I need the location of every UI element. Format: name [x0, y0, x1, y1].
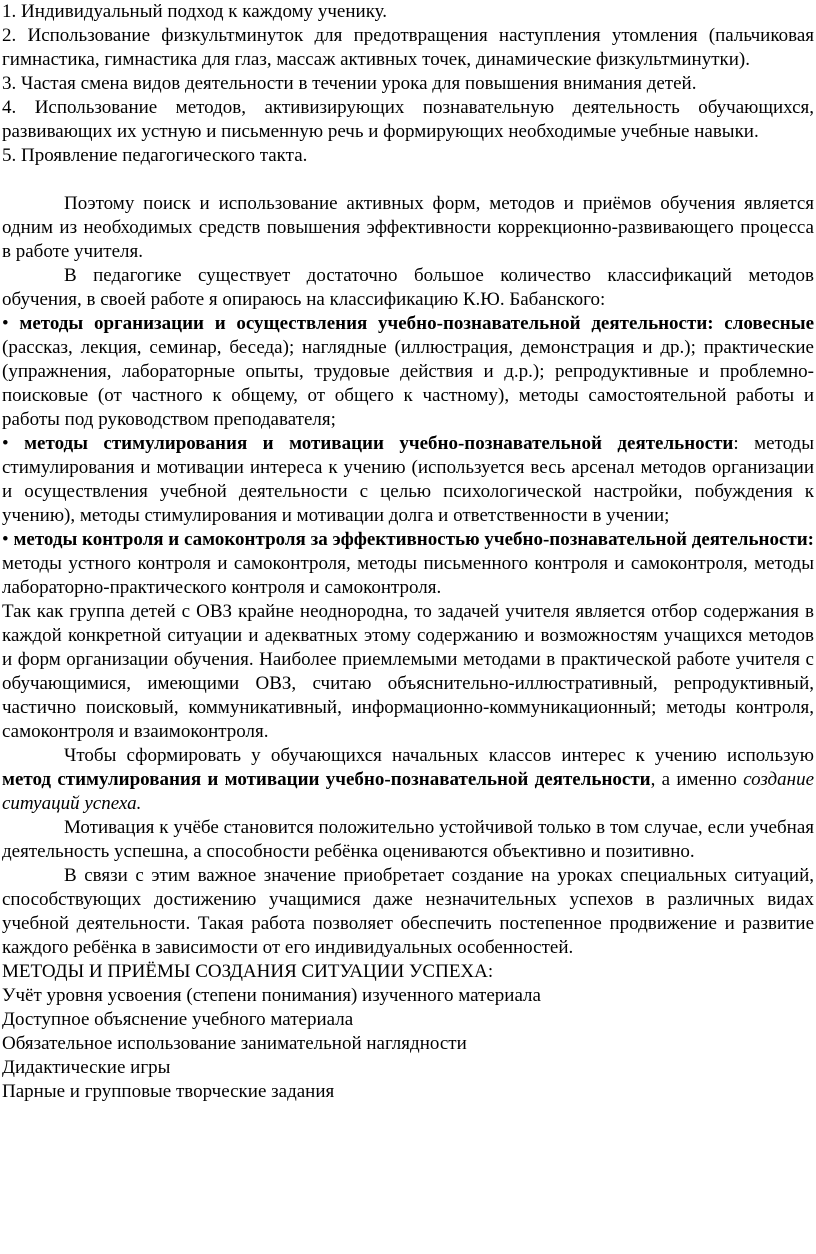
paragraph-text: , а именно [650, 769, 744, 790]
bullet-marker: • [2, 313, 9, 334]
bullet-bold-text: методы стимулирования и мотивации учебно-познавательной деятельности [24, 433, 734, 454]
bullet-text: : методы стимулирования и мотивации интереса к учению (используется весь арсенал методов организации и осуществления учебной деятельности с целью психологической настройки, побуждения к учению), методы стимулирования и мотивации долга и ответственности в учении; [2, 433, 814, 526]
list-item: Учёт уровня усвоения (степени понимания) изученного материала [2, 985, 541, 1006]
list-item: Дидактические игры [2, 1057, 171, 1078]
bullet-item [0, 312, 816, 432]
paragraph-bold-text: метод стимулирования и мотивации учебно-познавательной деятельности [2, 769, 651, 790]
bullet-text: методы устного контроля и самоконтроля, методы письменного контроля и самоконтроля, методы лабораторно-практического контроля и самоконтроля. [2, 553, 814, 598]
list-item: Обязательное использование занимательной наглядности [2, 1033, 467, 1054]
paragraph: В связи с этим важное значение приобретает создание на уроках специальных ситуаций, способствующих достижению учащимися даже незначительных успехов в различных видах учебной деятельности. Такая работа позволяет обеспечить постепенное продвижение и развитие каждого ребёнка в зависимости от его индивидуальных особенностей. [2, 865, 814, 958]
paragraph: Мотивация к учёбе становится положительно устойчивой только в том случае, если учебная деятельность успешна, а способности ребёнка оцениваются объективно и позитивно. [2, 817, 814, 862]
list-item: 3. Частая смена видов деятельности в течении урока для повышения внимания детей. [2, 73, 697, 94]
section-heading: МЕТОДЫ И ПРИЁМЫ СОЗДАНИЯ СИТУАЦИИ УСПЕХА: [2, 961, 494, 982]
bullet-list [0, 312, 816, 600]
bullet-bold-text: методы контроля и самоконтроля за эффективностью учебно-познавательной деятельности: [13, 529, 815, 550]
list-item: Парные и групповые творческие задания [2, 1081, 335, 1102]
paragraph: Так как группа детей с ОВЗ крайне неоднородна, то задачей учителя является отбор содержания в каждой конкретной ситуации и адекватных этому содержанию и возможностям учащихся методов и форм организации обучения. Наиболее приемлемыми методами в практической работе учителя с обучающимися, имеющими ОВЗ, считаю объяснительно-иллюстративный, репродуктивный, частично поисковый, коммуникативный, информационно-коммуникационный; методы контроля, самоконтроля и взаимоконтроля. [2, 601, 814, 742]
bullet-bold-text: методы организации и осуществления учебно-познавательной деятельности: словесные [19, 313, 815, 334]
bullet-text: (рассказ, лекция, семинар, беседа); наглядные (иллюстрация, демонстрация и др.); практические (упражнения, лабораторные опыты, трудовые действия и д.р.); репродуктивные и проблемно-поисковые (от частного к общему, от общего к частному), методы самостоятельной работы и работы под руководством преподавателя; [2, 337, 814, 430]
paragraph-text: Чтобы сформировать у обучающихся начальных классов интерес к учению использую [64, 745, 814, 766]
bullet-marker: • [2, 433, 9, 454]
list-item: Доступное объяснение учебного материала [2, 1009, 354, 1030]
bullet-marker: • [2, 529, 9, 550]
blank-line [0, 168, 816, 192]
list-item: 1. Индивидуальный подход к каждому ученику. [2, 1, 388, 22]
list-item: 2. Использование физкультминуток для предотвращения наступления утомления (пальчиковая гимнастика, гимнастика для глаз, массаж активных точек, динамические физкультминутки). [2, 25, 814, 70]
methods-list [0, 984, 816, 1104]
list-item: 5. Проявление педагогического такта. [2, 145, 308, 166]
paragraph: Поэтому поиск и использование активных форм, методов и приёмов обучения является одним из необходимых средств повышения эффективности коррекционно-развивающего процесса в работе учителя. [2, 193, 814, 262]
numbered-list [0, 0, 816, 168]
bullet-item [0, 528, 816, 600]
paragraph [0, 744, 816, 816]
paragraph-italic-text: создание ситуаций успеха. [2, 769, 814, 814]
list-item: 4. Использование методов, активизирующих познавательную деятельность обучающихся, развивающих их устную и письменную речь и формирующих необходимые учебные навыки. [2, 97, 814, 142]
bullet-item [0, 432, 816, 528]
paragraph: В педагогике существует достаточно большое количество классификаций методов обучения, в своей работе я опираюсь на классификацию К.Ю. Бабанского: [2, 265, 814, 310]
